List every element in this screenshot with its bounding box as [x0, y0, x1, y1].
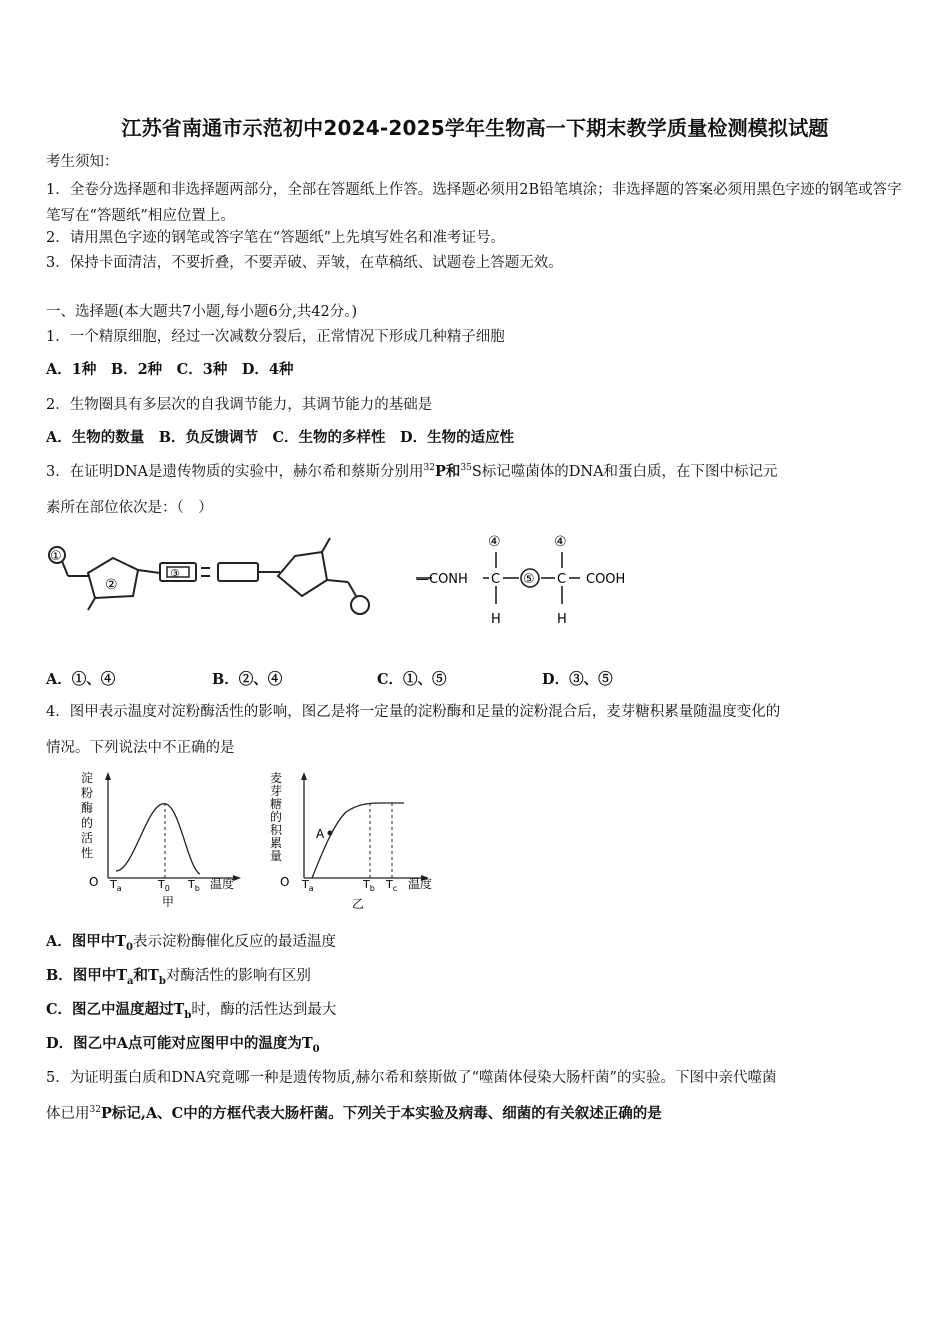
yi-ylabel-char: 累: [270, 836, 283, 850]
jia-origin: O: [89, 875, 99, 889]
q3-stem-b: S标记噬菌体的DNA和蛋白质，在下图中标记元: [471, 464, 778, 480]
q4-b-post: 对酶活性的影响有区别: [165, 968, 311, 984]
yi-tick-tc: $T_c$: [386, 878, 398, 893]
q3-fig-label-2: ②: [105, 577, 118, 593]
q4-option-a: [46, 932, 336, 952]
q3-fig-h-left: H: [491, 612, 501, 627]
jia-caption: 甲: [162, 895, 175, 909]
q3-figure: [40, 528, 640, 638]
jia-ylabel-char: 粉: [81, 786, 94, 800]
yi-xlabel: 温度: [408, 877, 433, 891]
jia-curve: [116, 804, 200, 874]
q3-fig-label-4a: ④: [488, 534, 501, 550]
q3-fig-c-right: C: [557, 572, 567, 587]
q4-c-sub: b: [184, 1009, 192, 1021]
q4-stem-a: 4．图甲表示温度对淀粉酶活性的影响，图乙是将一定量的淀粉酶和足量的淀粉混合后，麦芽糖积累量随温度变化的: [46, 704, 781, 720]
q5-stem-b2: P标记,A、C中的方框代表大肠杆菌。下列关于本实验及病毒、细菌的有关叙述正确的是: [100, 1105, 662, 1122]
yi-tick-ta: $T_a$: [302, 878, 314, 893]
notice-heading: 考生须知：: [46, 154, 119, 170]
q4-b-mid: 和T: [133, 967, 159, 984]
q4-c-post: 时，酶的活性达到最大: [191, 1002, 337, 1018]
q5-sup32: 32: [89, 1105, 101, 1116]
notice-item-2: 2．请用黑色字迹的钢笔或答字笔在“答题纸”上先填写姓名和准考证号。: [46, 230, 506, 246]
chart-jia: [105, 772, 241, 881]
yi-point-a-label: A: [316, 827, 325, 841]
jia-xlabel: 温度: [210, 877, 235, 891]
yi-curve: [312, 803, 404, 878]
jia-tick-ta: $T_a$: [110, 878, 122, 893]
q4-d-sub: 0: [312, 1043, 320, 1055]
notice-item-1: 1．全卷分选择题和非选择题两部分，全部在答题纸上作答。选择题必须用2B铅笔填涂；非选择题的答案必须用黑色字迹的钢笔或答字笔写在“答题纸”相应位置上。: [46, 182, 902, 224]
q4-a-pre: A．图甲中T: [46, 933, 127, 950]
q5-stem-a: 5．为证明蛋白质和DNA究竟哪一种是遗传物质,赫尔希和蔡斯做了“噬菌体侵染大肠杆菌”的实验。下图中亲代噬菌: [46, 1070, 777, 1086]
q2-stem: 2．生物圈具有多层次的自我调节能力，其调节能力的基础是: [46, 397, 433, 413]
jia-ylabel-char: 活: [81, 831, 94, 845]
jia-ylabel-char: 的: [81, 816, 94, 830]
yi-point-a: [328, 831, 333, 836]
q3-fig-conh: —CONH: [416, 572, 468, 587]
jia-tick-tb: $T_b$: [188, 878, 200, 893]
yi-ylabel-char: 积: [270, 823, 283, 837]
q5-stem-b1: 体已用: [46, 1106, 90, 1122]
q3-option-d: D．③、⑤: [542, 671, 613, 688]
page-title: 江苏省南通市示范初中2024-2025学年生物高一下期末教学质量检测模拟试题: [121, 116, 829, 140]
q4-stem-b: 情况。下列说法中不正确的是: [46, 740, 235, 756]
q3-sup32: 32: [423, 463, 435, 474]
q3-fig-label-5: ⑤: [523, 572, 535, 587]
yi-y-arrow: [301, 772, 307, 780]
q3-fig-h-right: H: [557, 612, 567, 627]
q1-stem: 1．一个精原细胞，经过一次减数分裂后，正常情况下形成几种精子细胞: [46, 329, 505, 345]
q3-fig-label-3: ③: [170, 567, 180, 580]
yi-origin: O: [280, 875, 290, 889]
q4-b-pre: B．图甲中T: [46, 967, 128, 984]
section-heading: 一、选择题(本大题共7小题,每小题6分,共42分。): [46, 304, 358, 320]
jia-y-arrow: [105, 772, 111, 780]
q2-options: A．生物的数量 B．负反馈调节 C．生物的多样性 D．生物的适应性: [46, 429, 515, 446]
q3-stem-c: 素所在部位依次是：（ ）: [46, 500, 213, 516]
notice-item-3: 3．保持卡面清洁，不要折叠，不要弄破、弄皱，在草稿纸、试题卷上答题无效。: [46, 255, 563, 271]
jia-ylabel-char: 性: [81, 846, 94, 860]
q3-fig-c-left: C: [491, 572, 501, 587]
q4-d-pre: D．图乙中A点可能对应图甲中的温度为T: [46, 1035, 313, 1052]
q4-option-c: [46, 1000, 336, 1020]
yi-ylabel-char: 量: [270, 849, 283, 863]
q1-options: A．1种 B．2种 C．3种 D．4种: [46, 361, 294, 378]
q3-p: P和: [434, 463, 461, 480]
yi-tick-tb: $T_b$: [363, 878, 375, 893]
q3-fig-cooh: COOH: [586, 572, 626, 587]
q3-option-b: B．②、④: [212, 671, 283, 688]
yi-ylabel-char: 糖: [270, 797, 283, 811]
q3-option-c: C．①、⑤: [377, 671, 447, 688]
jia-ylabel-char: 淀: [81, 771, 94, 785]
q5-stem-b: [46, 1104, 662, 1124]
q3-stem-a: 3．在证明DNA是遗传物质的实验中，赫尔希和蔡斯分别用: [46, 464, 424, 480]
q4-option-d: [46, 1034, 320, 1054]
jia-ylabel-char: 酶: [81, 801, 94, 815]
q4-figure: [76, 768, 446, 914]
q4-b-sub: a: [127, 975, 134, 987]
yi-ylabel-char: 的: [270, 810, 283, 824]
q3-fig-label-4b: ④: [554, 534, 567, 550]
yi-caption: 乙: [352, 897, 365, 911]
jia-tick-t0: $T_0$: [158, 878, 170, 893]
q4-b-sub2: b: [158, 975, 166, 987]
q4-option-b: [46, 966, 311, 986]
q3-sup35: 35: [460, 463, 472, 474]
jia-x-arrow: [233, 875, 241, 881]
q3-stem: [46, 462, 778, 482]
yi-ylabel-char: 芽: [270, 784, 283, 798]
q3-option-a: A．①、④: [46, 671, 116, 688]
q4-c-pre: C．图乙中温度超过T: [46, 1001, 185, 1018]
q3-fig-label-1: ①: [50, 549, 62, 564]
q4-a-sub: 0: [126, 941, 134, 953]
yi-ylabel-char: 麦: [270, 771, 283, 785]
q4-a-post: 表示淀粉酶催化反应的最适温度: [133, 934, 337, 950]
